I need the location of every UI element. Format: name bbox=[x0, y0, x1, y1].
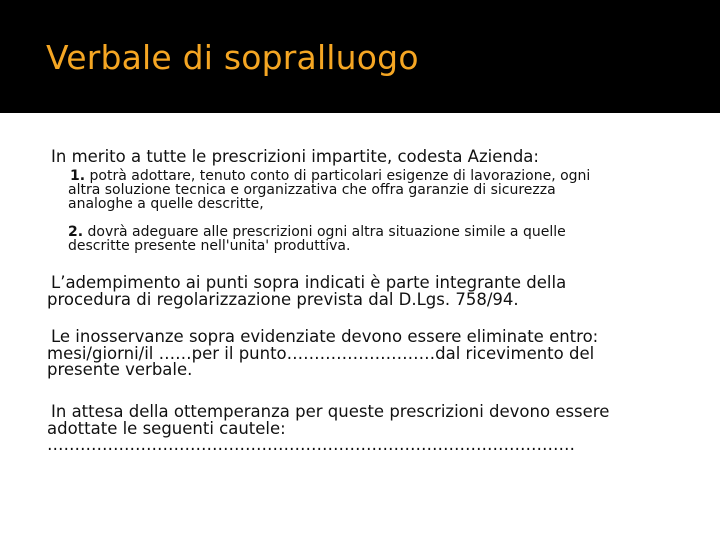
paragraph-inosservanze-line-3: presente verbale. bbox=[47, 360, 193, 379]
list-item-2-number: 2. bbox=[68, 224, 84, 240]
paragraph-inosservanze bbox=[47, 329, 598, 379]
paragraph-inosservanze-line-2: mesi/giorni/il ……per il punto………………………dal ricevimento del bbox=[47, 343, 595, 363]
paragraph-cautele bbox=[47, 404, 609, 454]
list-item-1-number: 1. bbox=[70, 168, 86, 184]
slide-content bbox=[0, 113, 720, 540]
list-item-1-line-2: altra soluzione tecnica e organizzativa che offra garanzie di sicurezza bbox=[68, 182, 556, 198]
list-item-2-text: dovrà adeguare alle prescrizioni ogni altra situazione simile a quelle bbox=[87, 224, 566, 240]
paragraph-inosservanze-line-1: Le inosservanze sopra evidenziate devono essere eliminate entro: bbox=[51, 327, 599, 346]
paragraph-adempimento-line-2: procedura di regolarizzazione prevista dal D.Lgs. 758/94. bbox=[47, 289, 519, 309]
paragraph-cautele-line-3: …………………………………………………………………………………… bbox=[47, 435, 575, 454]
list-item-1 bbox=[68, 169, 590, 211]
list-item-2-line-2: descritte presente nell'unita' produttiva. bbox=[68, 238, 351, 254]
slide-title: Verbale di sopralluogo bbox=[46, 38, 419, 77]
paragraph-adempimento bbox=[47, 275, 566, 308]
intro-text: In merito a tutte le prescrizioni impartite, codesta Azienda: bbox=[51, 147, 539, 166]
paragraph-cautele-line-2: adottate le seguenti cautele: bbox=[47, 418, 286, 438]
paragraph-cautele-line-1: In attesa della ottemperanza per queste prescrizioni devono essere bbox=[51, 402, 610, 421]
list-item-1-line-1 bbox=[70, 169, 590, 183]
list-item-2 bbox=[68, 225, 566, 253]
title-bar bbox=[0, 0, 720, 113]
paragraph-adempimento-line-1: L’adempimento ai punti sopra indicati è parte integrante della bbox=[51, 273, 567, 292]
list-item-2-line-1 bbox=[68, 225, 566, 239]
list-item-1-line-3: analoghe a quelle descritte, bbox=[68, 196, 264, 212]
list-item-1-text: potrà adottare, tenuto conto di particolari esigenze di lavorazione, ogni bbox=[89, 168, 591, 184]
